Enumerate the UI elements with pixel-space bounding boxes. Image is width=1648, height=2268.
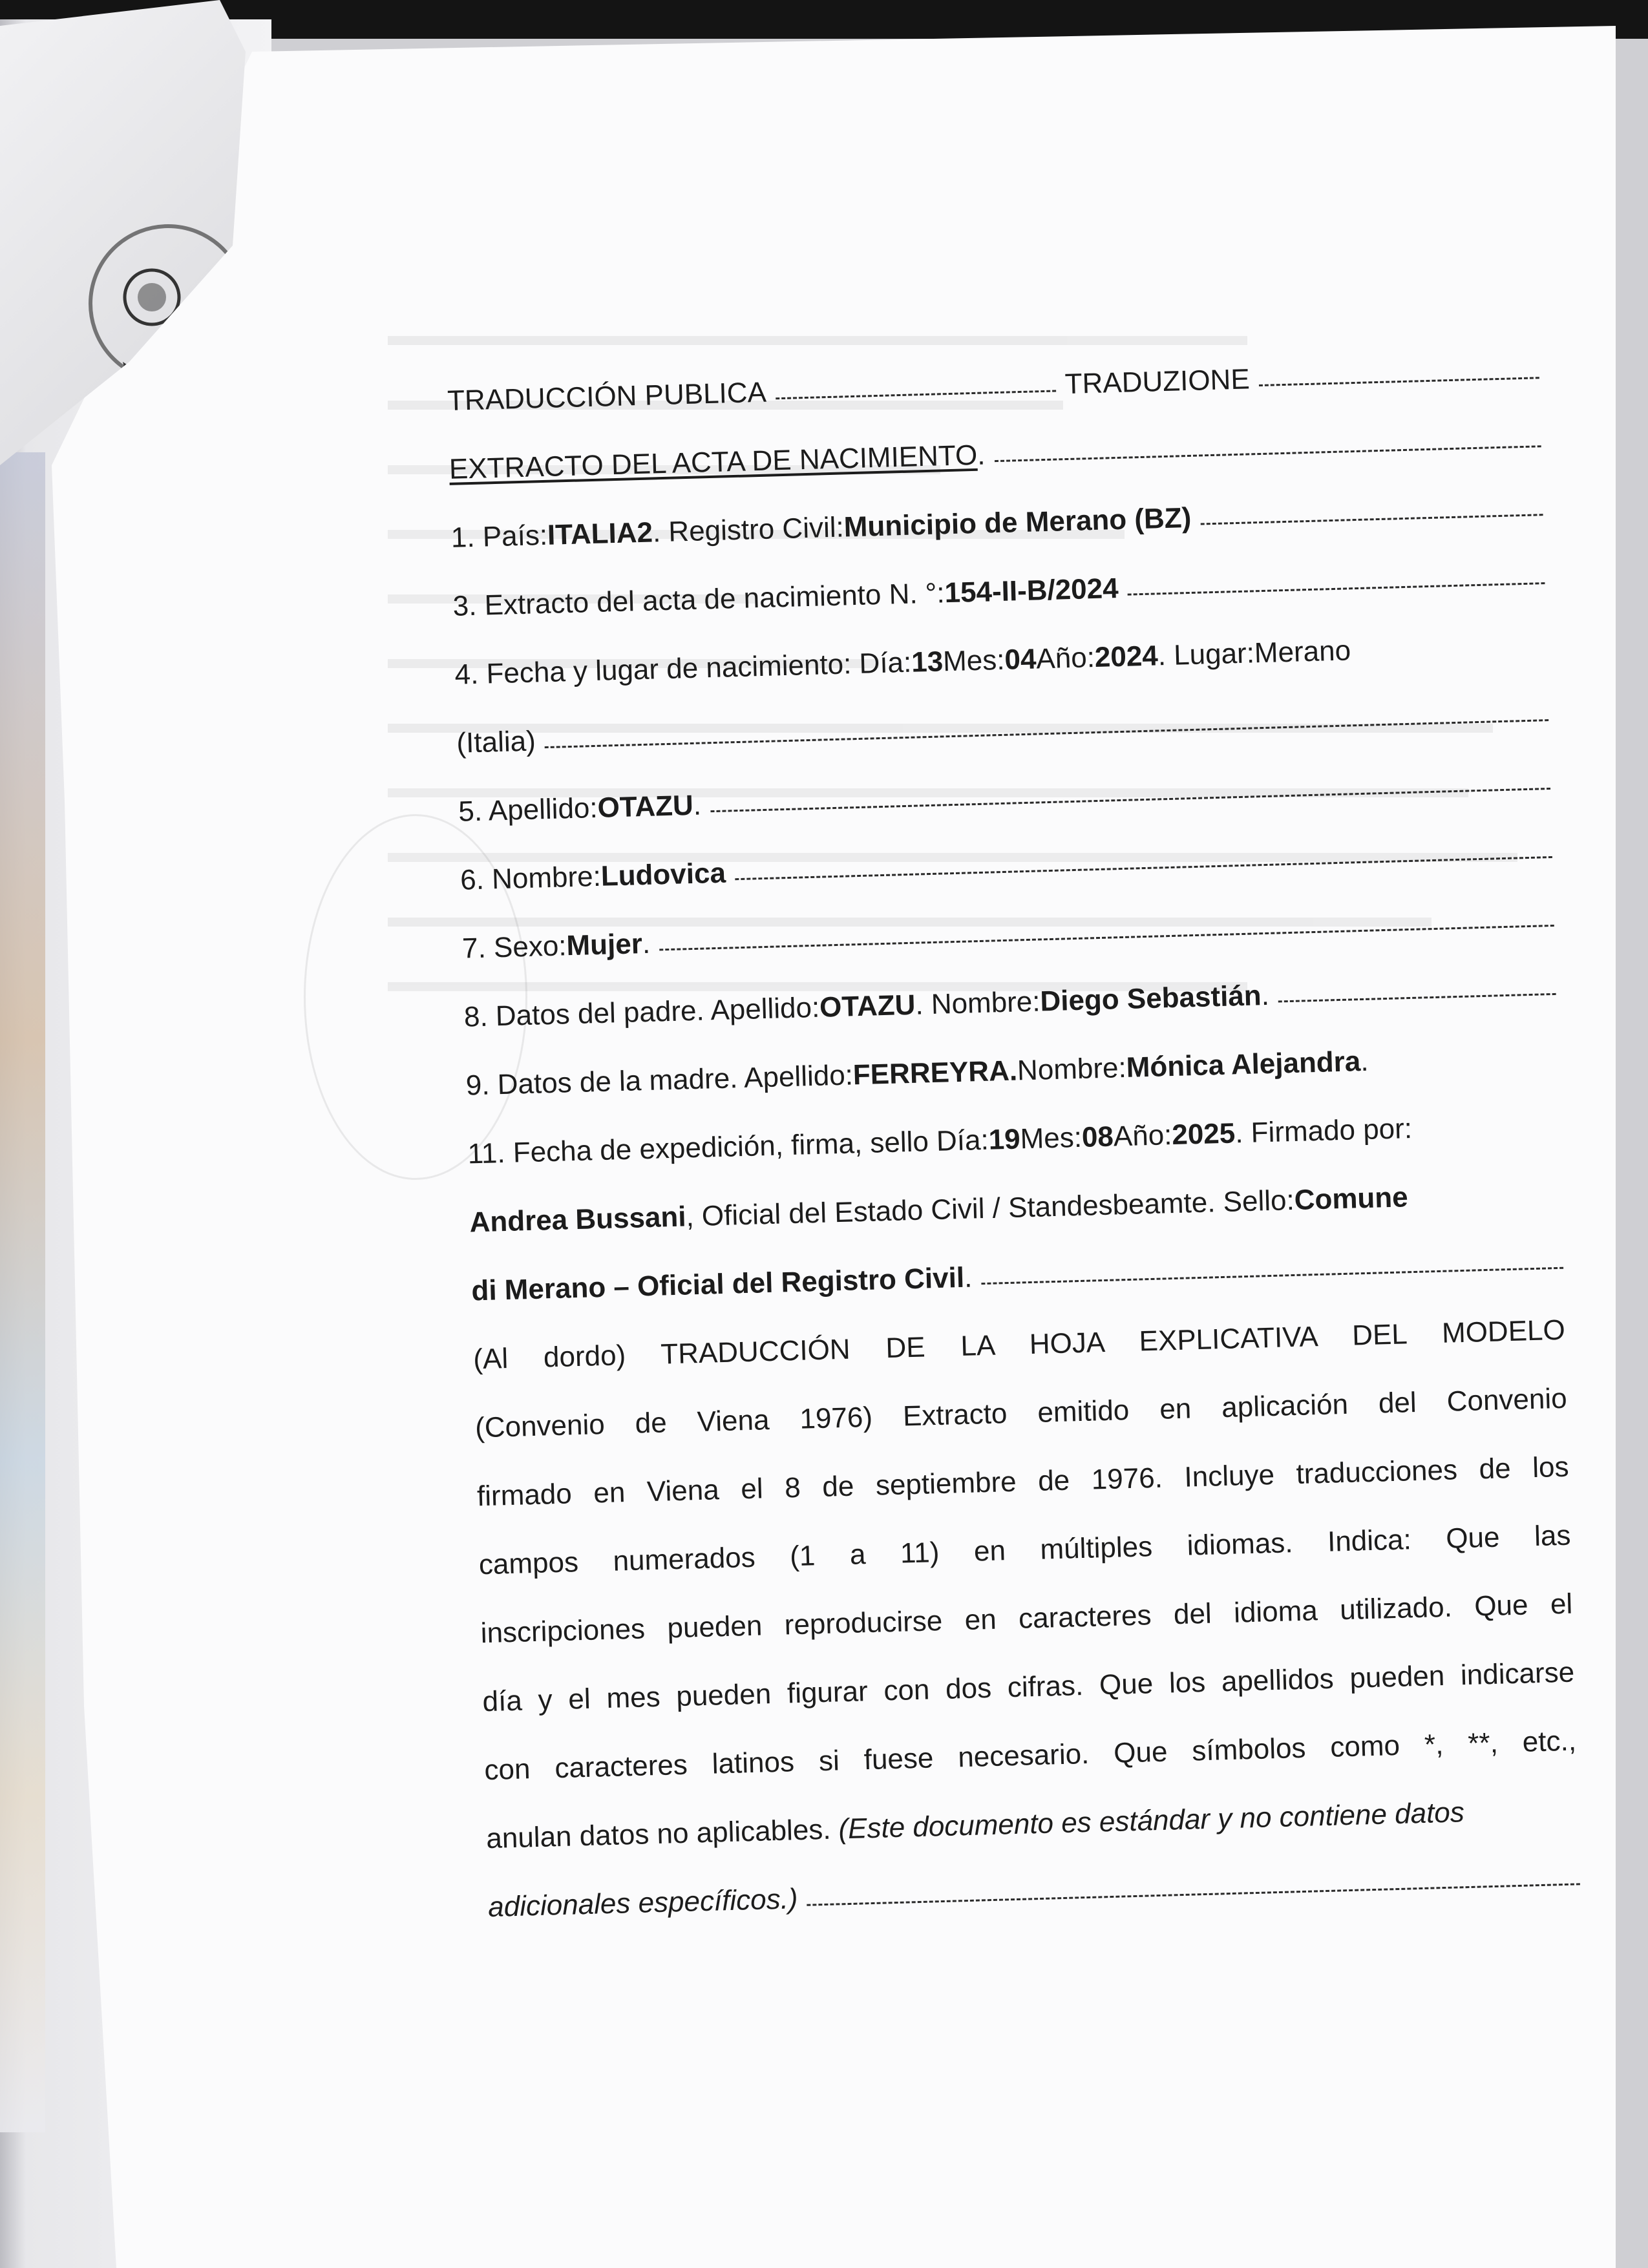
field-11-month: 08 [1081, 1120, 1114, 1153]
dash-fill [776, 390, 1056, 399]
field-4-year: 2024 [1094, 640, 1159, 674]
field-9-label: 9. Datos de la madre. Apellido: [465, 1059, 854, 1102]
field-11-day: 19 [988, 1123, 1021, 1156]
field-8-name-label: . Nombre: [914, 985, 1041, 1021]
back-note-text-7: con caracteres latinos si fuese necesario. Que símbolos como *, **, etc., [483, 1725, 1577, 1787]
field-4-month-label: Mes: [942, 644, 1006, 678]
back-note-text-4: campos numerados (1 a 11) en múltiples idiomas. Indica: Que las [478, 1519, 1571, 1581]
field-4-place-cont: (Italia) [456, 725, 536, 759]
field-4-month: 04 [1004, 643, 1037, 676]
dash-fill [1200, 514, 1543, 525]
field-7-tail: . [642, 927, 651, 960]
field-4-label: 4. Fecha y lugar de nacimiento: Día: [454, 646, 912, 691]
field-11-seal-a: Comune [1294, 1181, 1409, 1216]
back-note-italic-9: adicionales específicos.) [487, 1883, 799, 1924]
field-11-label: 11. Fecha de expedición, firma, sello Día: [467, 1124, 989, 1170]
field-2-label: . Registro Civil: [652, 511, 845, 549]
field-7-value: Mujer [565, 928, 643, 962]
field-5-value: OTAZU [597, 789, 694, 824]
field-4-day: 13 [911, 646, 944, 678]
field-8-tail: . [1260, 979, 1270, 1012]
field-6-value: Ludovica [600, 857, 726, 892]
field-5-tail: . [693, 789, 702, 821]
field-9-tail: . [1360, 1045, 1369, 1078]
field-4-place-label: . Lugar: [1157, 637, 1255, 672]
section-title-tail: . [977, 439, 986, 471]
field-11-year-label: Año: [1113, 1119, 1173, 1153]
field-11-seal-b: di Merano – Oficial del Registro Civil [470, 1261, 965, 1307]
field-7-label: 7. Sexo: [461, 930, 567, 965]
field-5-label: 5. Apellido: [458, 792, 598, 828]
field-11-signed-label: . Firmado por: [1234, 1113, 1413, 1150]
field-11-tail: . [964, 1261, 973, 1294]
field-8-surname: OTAZU [819, 989, 916, 1024]
field-11-signer: Andrea Bussani [469, 1201, 687, 1239]
title-left: TRADUCCIÓN PUBLICA [447, 376, 767, 417]
title-right: TRADUZIONE [1064, 363, 1251, 401]
back-note-italic-8: (Este documento es estándar y no contiene datos [838, 1796, 1465, 1845]
field-1-value: ITALIA [547, 517, 638, 551]
field-9-name-label: Nombre: [1017, 1051, 1127, 1087]
field-6-label: 6. Nombre: [460, 860, 602, 896]
field-11-month-label: Mes: [1019, 1121, 1083, 1155]
field-3-label: 3. Extracto del acta de nacimiento N. °: [452, 577, 945, 622]
back-note-text-8: anulan datos no aplicables. [485, 1813, 832, 1855]
field-11-year: 2025 [1171, 1117, 1236, 1151]
field-11-role: , Oficial del Estado Civil / Standesbeamte. Sello: [685, 1184, 1295, 1233]
field-8-label: 8. Datos del padre. Apellido: [463, 991, 820, 1033]
field-9-name: Mónica Alejandra [1126, 1045, 1361, 1084]
dash-fill [1128, 582, 1545, 595]
field-2-number: 2 [636, 516, 653, 549]
back-note-text-3: firmado en Viena el 8 de septiembre de 1976. Incluye traducciones de los [476, 1451, 1570, 1513]
field-2-value: Municipio de Merano (BZ) [843, 501, 1192, 543]
scan-color-edge [0, 452, 45, 2132]
field-8-name: Diego Sebastián [1039, 980, 1262, 1018]
back-note-text-6: día y el mes pueden figurar con dos cifras. Que los apellidos pueden indicarse [481, 1656, 1575, 1718]
field-1-label: 1. País: [450, 519, 548, 554]
translation-text [446, 319, 1580, 1924]
field-4-year-label: Año: [1035, 642, 1095, 675]
dash-fill [1259, 377, 1539, 386]
section-title: EXTRACTO DEL ACTA DE NACIMIENTO [449, 439, 978, 485]
back-note-text-5: inscripciones pueden reproducirse en caracteres del idioma utilizado. Que el [480, 1588, 1573, 1650]
back-note-text-1: (Al dordo) TRADUCCIÓN DE LA HOJA EXPLICATIVA DEL MODELO [472, 1314, 1566, 1376]
field-3-value: 154-II-B/2024 [944, 572, 1119, 609]
field-4-place: Merano [1254, 635, 1351, 669]
field-9-surname: FERREYRA. [852, 1055, 1018, 1091]
back-note-text-2: (Convenio de Viena 1976) Extracto emitido en aplicación del Convenio [474, 1382, 1568, 1444]
dash-fill [1278, 993, 1556, 1003]
